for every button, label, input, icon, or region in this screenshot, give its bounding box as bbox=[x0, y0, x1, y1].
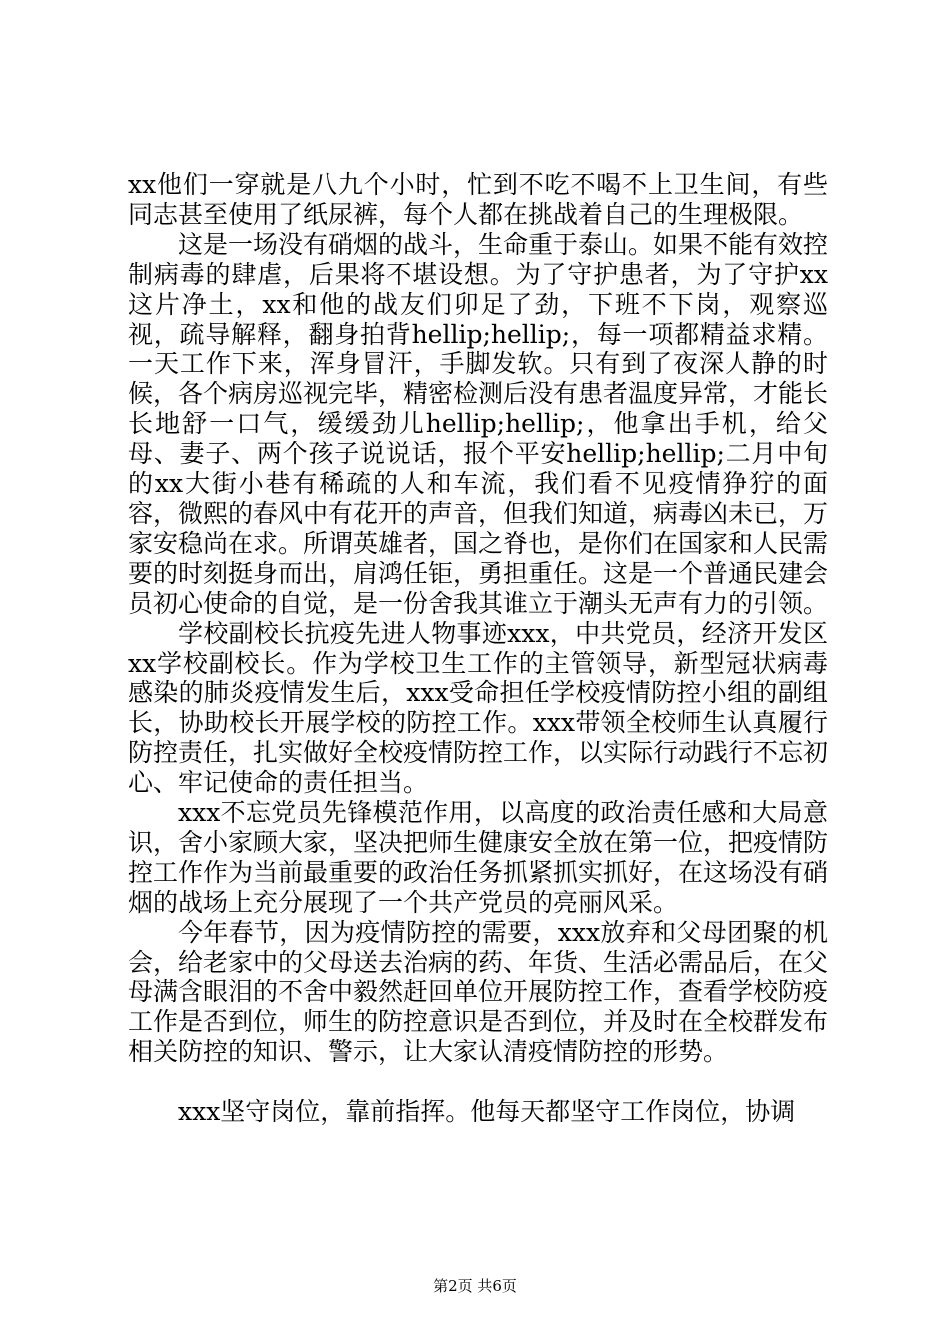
paragraph: xxx不忘党员先锋模范作用，以高度的政治责任感和大局意识，舍小家顾大家，坚决把师生健康安全放在第一位，把疫情防控工作作为当前最重要的政治任务抓紧抓实抓好，在这场没有硝烟的战场上充分展现了一个共产党员的亮丽风采。 bbox=[128, 798, 829, 917]
document-body bbox=[128, 170, 828, 1127]
page-footer bbox=[0, 1276, 950, 1296]
paragraph: 学校副校长抗疫先进人物事迹xxx，中共党员，经济开发区xx学校副校长。作为学校卫生工作的主管领导，新型冠状病毒感染的肺炎疫情发生后，xxx受命担任学校疫情防控小组的副组长，协助校长开展学校的防控工作。xxx带领全校师生认真履行防控责任，扎实做好全校疫情防控工作，以实际行动践行不忘初心、牢记使命的责任担当。 bbox=[128, 618, 829, 798]
paragraph: 今年春节，因为疫情防控的需要，xxx放弃和父母团聚的机会，给老家中的父母送去治病的药、年货、生活必需品后，在父母满含眼泪的不舍中毅然赶回单位开展防控工作，查看学校防疫工作是否到位，师生的防控意识是否到位，并及时在全校群发布相关防控的知识、警示，让大家认清疫情防控的形势。 bbox=[128, 917, 829, 1067]
page-number-label: 第2页 共6页 bbox=[433, 1277, 517, 1295]
paragraph-continued: xx他们一穿就是八九个小时，忙到不吃不喝不上卫生间，有些同志甚至使用了纸尿裤，每个人都在挑战着自己的生理极限。 bbox=[128, 170, 828, 229]
paragraph: xxx坚守岗位，靠前指挥。他每天都坚守工作岗位，协调 bbox=[178, 1097, 796, 1127]
paragraph: 这是一场没有硝烟的战斗，生命重于泰山。如果不能有效控制病毒的肆虐，后果将不堪设想。为了守护患者，为了守护xx这片净土，xx和他的战友们卯足了劲，下班不下岗，观察巡视，疏导解释，翻身拍背hellip;hellip;，每一项都精益求精。一天工作下来，浑身冒汗，手脚发软。只有到了夜深人静的时候，各个病房巡视完毕，精密检测后没有患者温度异常，才能长长地舒一口气，缓缓劲儿hellip;hellip;，他拿出手机，给父母、妻子、两个孩子说说话，报个平安hellip;hellip;二月中旬的xx大街小巷有稀疏的人和车流，我们看不见疫情狰狞的面容，微熙的春风中有花开的声音，但我们知道，病毒凶未已，万家安稳尚在求。所谓英雄者，国之脊也，是你们在国家和人民需要的时刻挺身而出，肩鸿任钜，勇担重任。这是一个普通民建会员初心使命的自觉，是一份舍我其谁立于潮头无声有力的引领。 bbox=[128, 229, 829, 618]
